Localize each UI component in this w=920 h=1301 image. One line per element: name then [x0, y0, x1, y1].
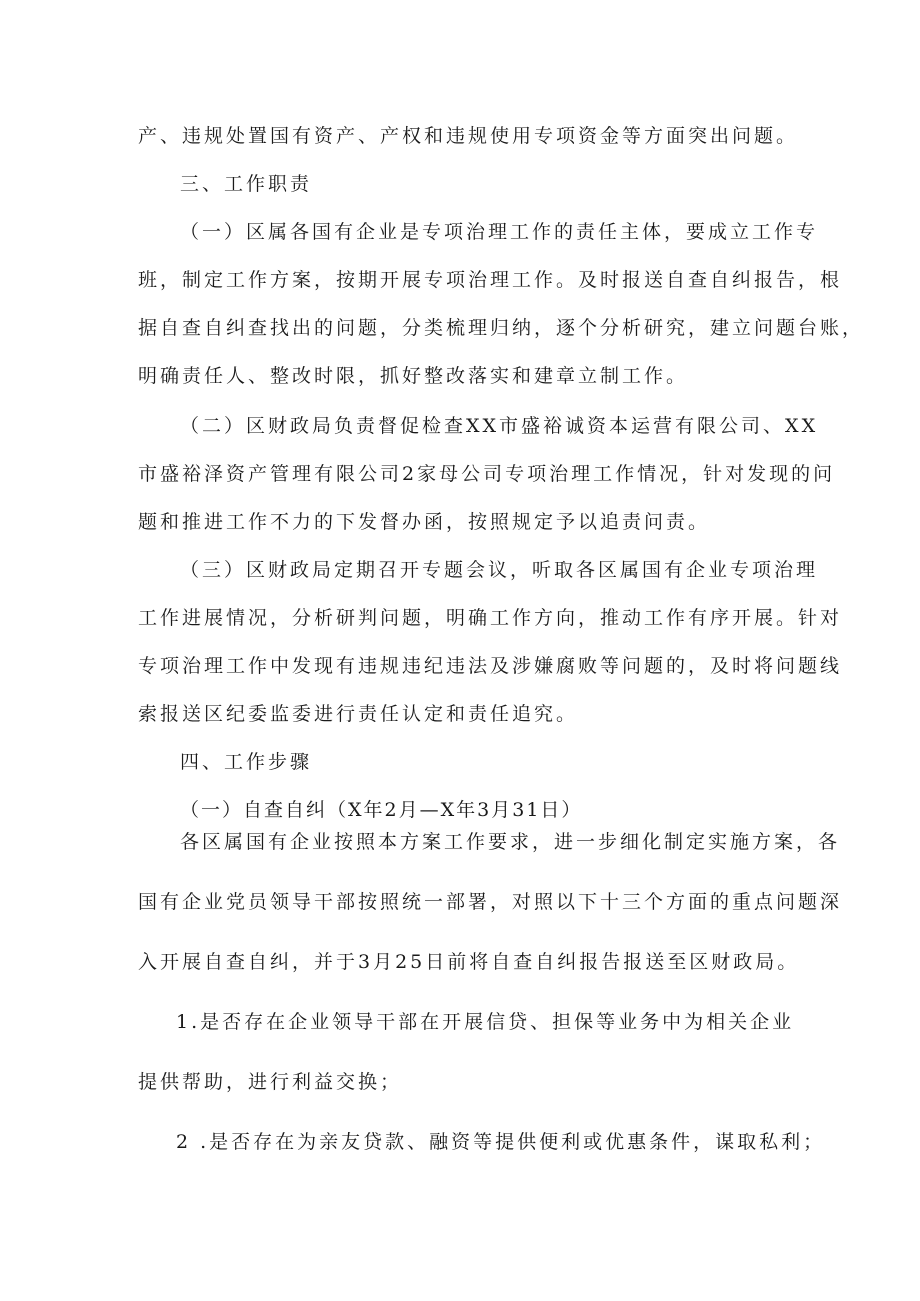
s3-item3-line4: 索报送区纪委监委进行责任认定和责任追究。	[138, 703, 579, 725]
s3-item3-line1: （三）区财政局定期召开专题会议，听取各区属国有企业专项治理	[180, 559, 819, 581]
section3-heading: 三、工作职责	[180, 173, 313, 195]
s3-item1-line3: 据自查自纠查找出的问题，分类梳理归纳，逐个分析研究，建立问题台账，	[138, 317, 865, 339]
s3-item3-line2: 工作进展情况，分析研判问题，明确工作方向，推动工作有序开展。针对	[138, 607, 843, 629]
step1-title: （一）自查自纠（X年2月—X年3月31日）	[180, 799, 583, 821]
s3-item1-line4: 明确责任人、整改时限，抓好整改落实和建章立制工作。	[138, 365, 689, 387]
point2-line: 2 .是否存在为亲友贷款、融资等提供便利或优惠条件，谋取私利；	[176, 1131, 826, 1153]
step1-body-line2: 国有企业党员领导干部按照统一部署，对照以下十三个方面的重点问题深	[138, 891, 843, 913]
s3-item2-line3: 题和推进工作不力的下发督办函，按照规定予以追责问责。	[138, 511, 711, 533]
s3-item3-line3: 专项治理工作中发现有违规违纪违法及涉嫌腐败等问题的，及时将问题线	[138, 655, 843, 677]
intro-tail-line: 产、违规处置国有资产、产权和违规使用专项资金等方面突出问题。	[138, 125, 799, 147]
point1-line1: 1.是否存在企业领导干部在开展信贷、担保等业务中为相关企业	[176, 1011, 795, 1033]
s3-item2-line1: （二）区财政局负责督促检查XX市盛裕诚资本运营有限公司、XX	[180, 415, 819, 437]
step1-body-line3: 入开展自查自纠，并于3月25日前将自查自纠报告报送至区财政局。	[138, 951, 800, 973]
step1-body-line1: 各区属国有企业按照本方案工作要求，进一步细化制定实施方案，各	[180, 831, 841, 853]
s3-item1-line2: 班，制定工作方案，按期开展专项治理工作。及时报送自查自纠报告，根	[138, 269, 843, 291]
s3-item2-line2: 市盛裕泽资产管理有限公司2家母公司专项治理工作情况，针对发现的问	[138, 463, 836, 485]
point1-line2: 提供帮助，进行利益交换；	[138, 1071, 403, 1093]
s3-item1-line1: （一）区属各国有企业是专项治理工作的责任主体，要成立工作专	[180, 221, 819, 243]
section4-heading: 四、工作步骤	[180, 751, 313, 773]
